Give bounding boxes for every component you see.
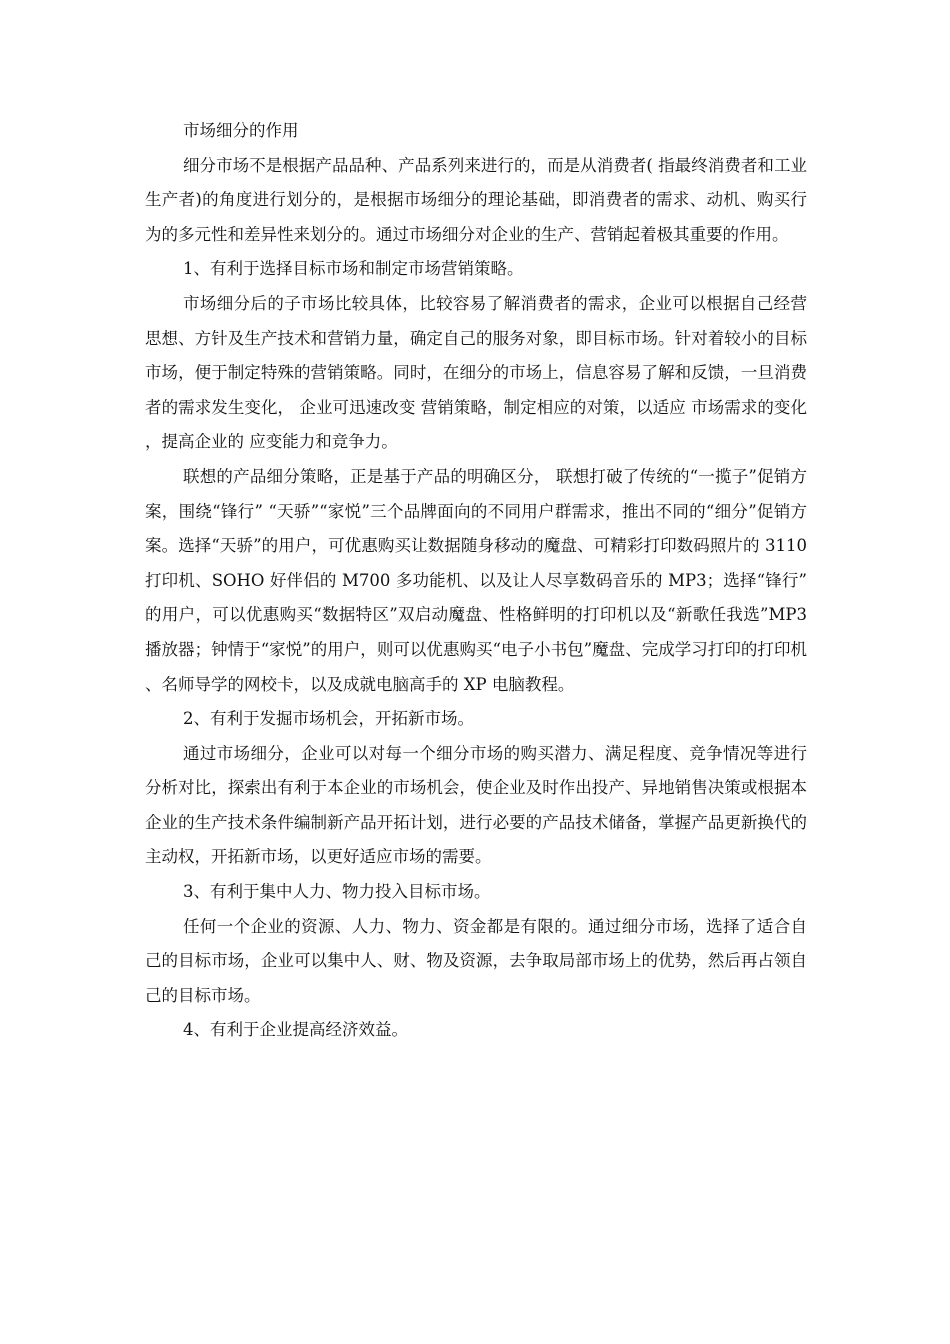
point-1-heading: 1、有利于选择目标市场和制定市场营销策略。 bbox=[183, 259, 524, 279]
paragraph-point-1: 市场细分后的子市场比较具体，比较容易了解消费者的需求，企业可以根据自己经营思想、方针及生产技术和营销力量，确定自己的服务对象，即目标市场。针对着较小的目标市场，便于制定特殊的营销策略。同时，在细分的市场上，信息容易了解和反馈，一旦消费者的需求发生变化， 企业可迅速改变 营销策略，制定相应的对策，以适应 市场需求的变化，提高企业的 应变能力和竞争力。 bbox=[145, 293, 807, 452]
section-title: 市场细分的作用 bbox=[183, 121, 299, 140]
paragraph-point-2: 通过市场细分，企业可以对每一个细分市场的购买潜力、满足程度、竞争情况等进行分析对比，探索出有利于本企业的市场机会，使企业及时作出投产、异地销售决策或根据本企业的生产技术条件编制新产品开拓计划，进行必要的产品技术储备，掌握产品更新换代的主动权，开拓新市场，以更好适应市场的需要。 bbox=[145, 743, 807, 867]
point-4-heading: 4、有利于企业提高经济效益。 bbox=[183, 1020, 408, 1040]
document-body bbox=[145, 114, 807, 1048]
paragraph-lenovo-example: 联想的产品细分策略，正是基于产品的明确区分， 联想打破了传统的“一揽子”促销方案，围绕“锋行” “天骄”“家悦”三个品牌面向的不同用户群需求，推出不同的“细分”促销方案。选择“天骄”的用户，可优惠购买让数据随身移动的魔盘、可精彩打印数码照片的 3110 打印机、SOHO 好伴侣的 M700 多功能机、以及让人尽享数码音乐的 MP3；选择“锋行”的用户，可以优惠购买“数据特区”双启动魔盘、性格鲜明的打印机以及“新歌任我选”MP3 播放器；钟情于“家悦”的用户，则可以优惠购买“电子小书包”魔盘、完成学习打印的打印机、名师导学的网校卡，以及成就电脑高手的 XP 电脑教程。 bbox=[145, 466, 807, 694]
paragraph-point-3: 任何一个企业的资源、人力、物力、资金都是有限的。通过细分市场，选择了适合自己的目标市场，企业可以集中人、财、物及资源，去争取局部市场上的优势，然后再占领自己的目标市场。 bbox=[145, 916, 807, 1005]
paragraph-intro: 细分市场不是根据产品品种、产品系列来进行的，而是从消费者( 指最终消费者和工业生产者)的角度进行划分的，是根据市场细分的理论基础，即消费者的需求、动机、购买行为的多元性和差异性来划分的。通过市场细分对企业的生产、营销起着极其重要的作用。 bbox=[145, 155, 807, 244]
point-2-heading: 2、有利于发掘市场机会，开拓新市场。 bbox=[183, 709, 474, 729]
point-3-heading: 3、有利于集中人力、物力投入目标市场。 bbox=[183, 882, 491, 902]
